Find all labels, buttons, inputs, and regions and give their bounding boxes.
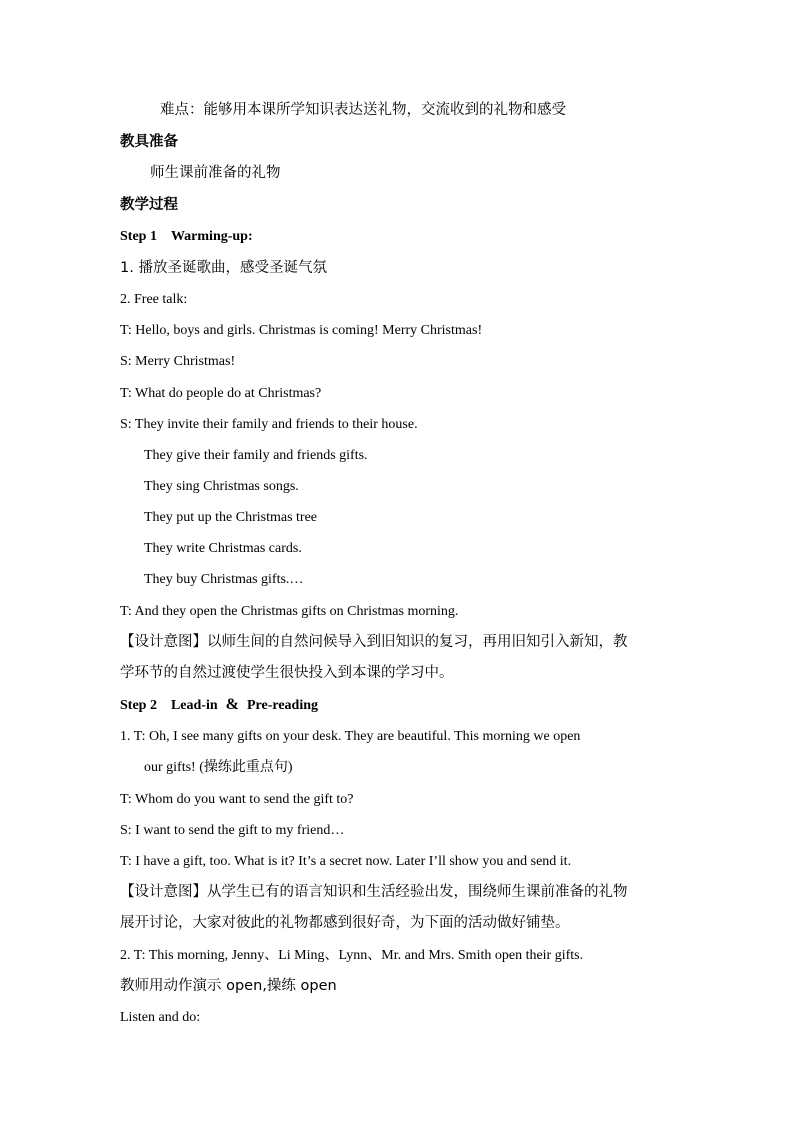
- step2-title-b: Pre-reading: [246, 698, 318, 713]
- step2-title-a: Lead-in: [170, 698, 218, 713]
- answer-line: They put up the Christmas tree: [144, 510, 318, 525]
- difficulty-point: 难点：能够用本课所学知识表达送礼物，交流收到的礼物和感受: [160, 102, 566, 118]
- dialogue-line: T: I have a gift, too. What is it? It’s a secret now. Later I’ll show you and send it.: [120, 854, 572, 869]
- materials-text: 师生课前准备的礼物: [150, 165, 281, 181]
- step1-heading: [120, 227, 253, 247]
- answer-line: They sing Christmas songs.: [144, 479, 299, 494]
- step1-item1: 1. 播放圣诞歌曲，感受圣诞气氛: [120, 260, 327, 276]
- step2-item2: 2. T: This morning, Jenny、Li Ming、Lynn、Mr. and Mrs. Smith open their gifts.: [120, 948, 584, 963]
- step2-listen: Listen and do:: [120, 1010, 201, 1025]
- dialogue-line: S: They invite their family and friends to their house.: [120, 417, 418, 432]
- dialogue-line: T: Hello, boys and girls. Christmas is coming! Merry Christmas!: [120, 323, 483, 338]
- step2-intent-line1: 【设计意图】从学生已有的语言知识和生活经验出发，围绕师生课前准备的礼物: [120, 884, 628, 900]
- ampersand: &: [225, 696, 239, 713]
- process-heading: 教学过程: [120, 197, 178, 213]
- step1-item2: 2. Free talk:: [120, 292, 188, 307]
- step2-intent-line2: 展开讨论，大家对彼此的礼物都感到很好奇，为下面的活动做好铺垫。: [120, 915, 570, 931]
- dialogue-line: T: Whom do you want to send the gift to?: [120, 792, 354, 807]
- dialogue-line: S: I want to send the gift to my friend…: [120, 823, 345, 838]
- step2-item1-line2: our gifts! (操练此重点句): [144, 760, 293, 775]
- step1-label: Step 1: [120, 229, 157, 244]
- materials-heading: 教具准备: [120, 134, 178, 150]
- step2-item1-line1: 1. T: Oh, I see many gifts on your desk. They are beautiful. This morning we open: [120, 729, 581, 744]
- step1-intent-line1: 【设计意图】以师生间的自然问候导入到旧知识的复习，再用旧知引入新知，教: [120, 634, 628, 650]
- dialogue-line: S: Merry Christmas!: [120, 354, 236, 369]
- answer-line: They give their family and friends gifts.: [144, 448, 368, 463]
- step1-title: Warming-up:: [170, 229, 253, 244]
- step2-label: Step 2: [120, 698, 157, 713]
- answer-line: They write Christmas cards.: [144, 541, 302, 556]
- step2-heading: [120, 695, 318, 716]
- dialogue-line: T: What do people do at Christmas?: [120, 386, 322, 401]
- step1-intent-line2: 学环节的自然过渡使学生很快投入到本课的学习中。: [120, 665, 454, 681]
- answer-line: They buy Christmas gifts.…: [144, 572, 304, 587]
- step2-demo: 教师用动作演示 open,操练 open: [120, 978, 337, 994]
- step1-closing: T: And they open the Christmas gifts on Christmas morning.: [120, 604, 459, 619]
